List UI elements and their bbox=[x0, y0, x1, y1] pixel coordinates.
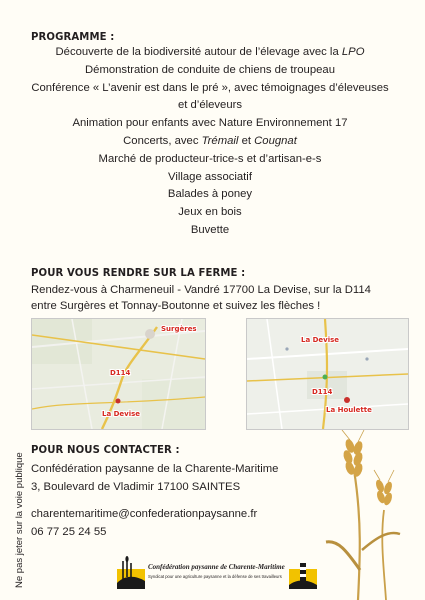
logo-lighthouse-icon bbox=[289, 555, 317, 589]
programme-item: Démonstration de conduite de chiens de troupeau bbox=[85, 63, 335, 76]
programme-item: Balades à poney bbox=[167, 188, 253, 201]
programme-item: Découverte de la biodiversité autour de l’élevage avec la LPO bbox=[55, 46, 365, 58]
contact-block bbox=[31, 460, 278, 541]
contact-heading: POUR NOUS CONTACTER : bbox=[31, 443, 180, 456]
map-left-town1-label: Surgères bbox=[161, 325, 197, 333]
contact-phone[interactable]: 06 77 25 24 55 bbox=[31, 526, 107, 538]
programme-item: Marché de producteur-trice-s et d’artisan-e-s bbox=[98, 152, 322, 165]
directions-heading: POUR VOUS RENDRE SUR LA FERME : bbox=[31, 266, 246, 279]
contact-email[interactable]: charentemaritime@confederationpaysanne.fr bbox=[31, 508, 258, 520]
map-right-road-label: D114 bbox=[312, 388, 333, 396]
footer-logo bbox=[117, 553, 317, 591]
map-right-town1-label: La Devise bbox=[301, 336, 340, 344]
directions-line: entre Surgères et Tonnay-Boutonne et suivez les flèches ! bbox=[31, 300, 321, 312]
map-left-road-label: D114 bbox=[110, 369, 131, 377]
programme-item: Animation pour enfants avec Nature Environnement 17 bbox=[72, 117, 348, 130]
programme-item: Jeux en bois bbox=[178, 206, 242, 219]
contact-org: Confédération paysanne de la Charente-Maritime bbox=[31, 463, 279, 475]
programme-item: et d’éleveurs bbox=[177, 99, 243, 112]
wheat-illustration bbox=[316, 430, 406, 600]
map-left-town2-label: La Devise bbox=[102, 410, 141, 418]
programme-item: Concerts, avec Trémail et Cougnat bbox=[123, 134, 297, 147]
logo-subtitle: Syndicat pour une agriculture paysanne et la défense de ses travailleurs bbox=[148, 574, 282, 579]
map-right bbox=[246, 318, 409, 430]
directions-line: Rendez-vous à Charmeneuil - Vandré 17700 La Devise, sur la D114 bbox=[31, 284, 371, 296]
programme-item: Conférence « L’avenir est dans le pré », avec témoignages d’éleveuses bbox=[31, 81, 389, 94]
programme-item: Village associatif bbox=[168, 170, 252, 183]
programme-heading: PROGRAMME : bbox=[31, 30, 115, 43]
directions-text bbox=[31, 282, 411, 314]
programme-item: Buvette bbox=[190, 223, 230, 236]
logo-emblem-icon bbox=[117, 555, 145, 589]
contact-address: 3, Boulevard de Vladimir 17100 SAINTES bbox=[31, 481, 241, 493]
programme-list bbox=[20, 44, 400, 240]
logo-title: Confédération paysanne de Charente-Maritime bbox=[148, 563, 285, 571]
side-note: Ne pas jeter sur la voie publique bbox=[14, 452, 25, 588]
map-left bbox=[31, 318, 206, 430]
map-right-place-label: La Houlette bbox=[326, 406, 372, 414]
